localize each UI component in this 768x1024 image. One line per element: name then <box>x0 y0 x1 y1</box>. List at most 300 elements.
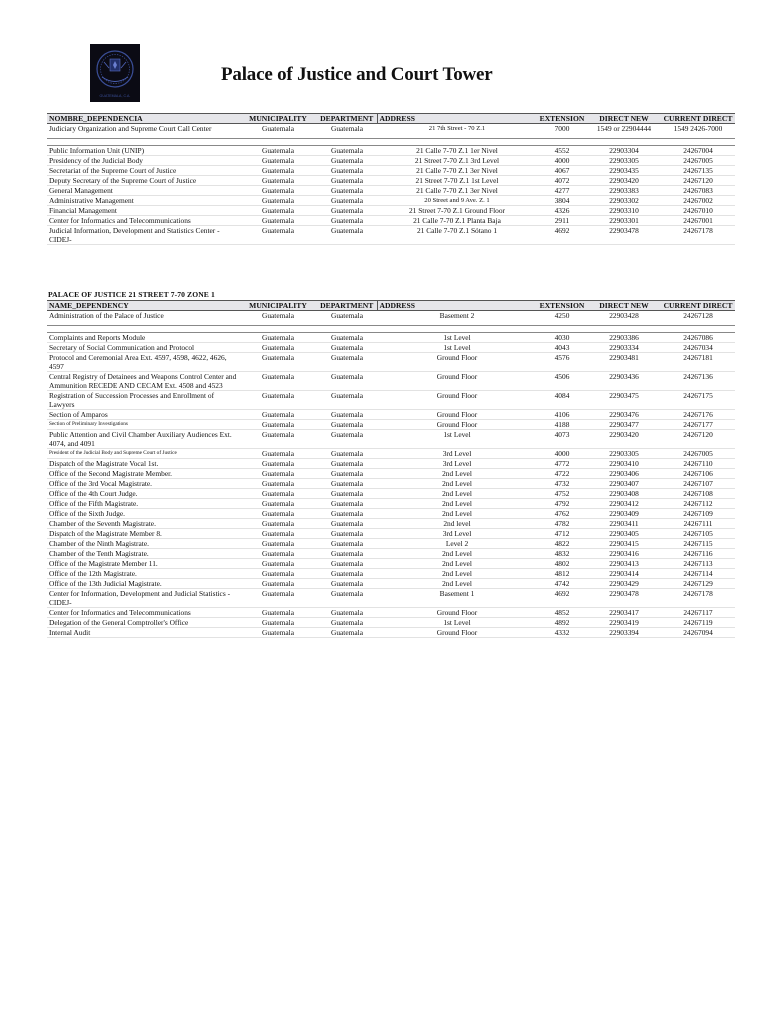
dependency-name-cell: Secretariat of the Supreme Court of Justice <box>47 166 239 176</box>
municipality-cell: Guatemala <box>239 166 317 176</box>
current-direct-cell: 24267034 <box>661 343 735 353</box>
extension-cell: 4326 <box>537 206 587 216</box>
table-row <box>47 146 735 156</box>
address-cell: Ground Floor <box>377 628 537 638</box>
svg-text:GUATEMALA, C.A.: GUATEMALA, C.A. <box>99 94 131 98</box>
municipality-cell: Guatemala <box>239 559 317 569</box>
table-row <box>47 176 735 186</box>
municipality-cell: Guatemala <box>239 469 317 479</box>
extension-cell: 4692 <box>537 226 587 245</box>
column-header-municipality: MUNICIPALITY <box>239 114 317 124</box>
current-direct-cell: 24267120 <box>661 176 735 186</box>
department-cell: Guatemala <box>317 469 377 479</box>
address-cell: Ground Floor <box>377 420 537 430</box>
extension-cell: 4506 <box>537 372 587 391</box>
dependency-name-cell: Presidency of the Judicial Body <box>47 156 239 166</box>
judiciary-seal-logo <box>90 44 140 102</box>
department-cell: Guatemala <box>317 559 377 569</box>
extension-cell: 4762 <box>537 509 587 519</box>
department-cell: Guatemala <box>317 410 377 420</box>
address-cell: 2nd Level <box>377 569 537 579</box>
dependency-name-cell: Center for Informatics and Telecommunications <box>47 216 239 226</box>
municipality-cell: Guatemala <box>239 499 317 509</box>
current-direct-cell: 24267135 <box>661 166 735 176</box>
section2-directory-table <box>47 300 735 638</box>
column-header-current-direct: CURRENT DIRECT <box>661 114 735 124</box>
department-cell: Guatemala <box>317 166 377 176</box>
direct-new-cell: 22903413 <box>587 559 661 569</box>
direct-new-cell: 22903334 <box>587 343 661 353</box>
direct-new-cell: 22903414 <box>587 569 661 579</box>
address-cell: 21 Street 7-70 Z.1 Ground Floor <box>377 206 537 216</box>
municipality-cell: Guatemala <box>239 549 317 559</box>
direct-new-cell: 22903406 <box>587 469 661 479</box>
address-cell: 21 Calle 7-70 Z.1 Planta Baja <box>377 216 537 226</box>
table-row <box>47 509 735 519</box>
department-cell: Guatemala <box>317 124 377 139</box>
department-cell: Guatemala <box>317 618 377 628</box>
address-cell: Ground Floor <box>377 410 537 420</box>
dependency-name-cell: Chamber of the Tenth Magistrate. <box>47 549 239 559</box>
extension-cell: 4072 <box>537 176 587 186</box>
department-cell: Guatemala <box>317 589 377 608</box>
table-row <box>47 618 735 628</box>
section-spacer-row <box>47 326 735 333</box>
address-cell: 2nd Level <box>377 469 537 479</box>
dependency-name-cell: Internal Audit <box>47 628 239 638</box>
department-cell: Guatemala <box>317 489 377 499</box>
municipality-cell: Guatemala <box>239 579 317 589</box>
extension-cell: 4067 <box>537 166 587 176</box>
extension-cell: 4030 <box>537 333 587 343</box>
column-header-department: DEPARTMENT <box>317 114 377 124</box>
municipality-cell: Guatemala <box>239 589 317 608</box>
address-cell: 1st Level <box>377 333 537 343</box>
extension-cell: 4188 <box>537 420 587 430</box>
direct-new-cell: 22903420 <box>587 176 661 186</box>
current-direct-cell: 24267177 <box>661 420 735 430</box>
department-cell: Guatemala <box>317 146 377 156</box>
dependency-name-cell: Center for Information, Development and Judicial Statistics - CIDEJ- <box>47 589 239 608</box>
department-cell: Guatemala <box>317 628 377 638</box>
current-direct-cell: 24267114 <box>661 569 735 579</box>
table-row <box>47 559 735 569</box>
department-cell: Guatemala <box>317 499 377 509</box>
municipality-cell: Guatemala <box>239 519 317 529</box>
extension-cell: 4752 <box>537 489 587 499</box>
municipality-cell: Guatemala <box>239 479 317 489</box>
dependency-name-cell: Complaints and Reports Module <box>47 333 239 343</box>
table-row <box>47 449 735 459</box>
municipality-cell: Guatemala <box>239 156 317 166</box>
current-direct-cell: 24267119 <box>661 618 735 628</box>
department-cell: Guatemala <box>317 430 377 449</box>
address-cell: 2nd Level <box>377 559 537 569</box>
current-direct-cell: 24267178 <box>661 226 735 245</box>
table-row <box>47 459 735 469</box>
direct-new-cell: 22903475 <box>587 391 661 410</box>
column-header-current-direct: CURRENT DIRECT <box>661 301 735 311</box>
current-direct-cell: 24267110 <box>661 459 735 469</box>
address-cell: 20 Street and 9 Ave. Z. 1 <box>377 196 537 206</box>
dependency-name-cell: Administrative Management <box>47 196 239 206</box>
municipality-cell: Guatemala <box>239 391 317 410</box>
address-cell: Ground Floor <box>377 372 537 391</box>
table-row <box>47 469 735 479</box>
dependency-name-cell: Judicial Information, Development and Statistics Center - CIDEJ- <box>47 226 239 245</box>
current-direct-cell: 24267005 <box>661 449 735 459</box>
address-cell: Basement 2 <box>377 311 537 326</box>
current-direct-cell: 24267175 <box>661 391 735 410</box>
dependency-name-cell: Financial Management <box>47 206 239 216</box>
department-cell: Guatemala <box>317 311 377 326</box>
current-direct-cell: 24267116 <box>661 549 735 559</box>
address-cell: 2nd Level <box>377 549 537 559</box>
current-direct-cell: 24267176 <box>661 410 735 420</box>
extension-cell: 4732 <box>537 479 587 489</box>
address-cell: Ground Floor <box>377 608 537 618</box>
page-title: Palace of Justice and Court Tower <box>221 64 493 85</box>
table-row <box>47 311 735 326</box>
table-row <box>47 206 735 216</box>
column-header-address: ADDRESS <box>377 114 537 124</box>
extension-cell: 4576 <box>537 353 587 372</box>
dependency-name-cell: General Management <box>47 186 239 196</box>
department-cell: Guatemala <box>317 176 377 186</box>
direct-new-cell: 22903436 <box>587 372 661 391</box>
section2-table-body <box>47 311 735 638</box>
direct-new-cell: 22903419 <box>587 618 661 628</box>
municipality-cell: Guatemala <box>239 608 317 618</box>
extension-cell: 4852 <box>537 608 587 618</box>
address-cell: Ground Floor <box>377 353 537 372</box>
direct-new-cell: 22903428 <box>587 311 661 326</box>
municipality-cell: Guatemala <box>239 509 317 519</box>
department-cell: Guatemala <box>317 608 377 618</box>
municipality-cell: Guatemala <box>239 539 317 549</box>
address-cell: 2nd Level <box>377 489 537 499</box>
dependency-name-cell: Central Registry of Detainees and Weapons Control Center and Ammunition RECEDE AND CECAM Ext. 4508 and 4523 <box>47 372 239 391</box>
extension-cell: 4000 <box>537 156 587 166</box>
section1-directory-table <box>47 113 735 245</box>
extension-cell: 4000 <box>537 449 587 459</box>
address-cell: 21 Calle 7-70 Z.1 3er Nivel <box>377 186 537 196</box>
current-direct-cell: 24267113 <box>661 559 735 569</box>
municipality-cell: Guatemala <box>239 489 317 499</box>
department-cell: Guatemala <box>317 196 377 206</box>
dependency-name-cell: Office of the Sixth Judge. <box>47 509 239 519</box>
extension-cell: 4106 <box>537 410 587 420</box>
department-cell: Guatemala <box>317 549 377 559</box>
address-cell: Level 2 <box>377 539 537 549</box>
table-row <box>47 156 735 166</box>
municipality-cell: Guatemala <box>239 176 317 186</box>
address-cell: Ground Floor <box>377 391 537 410</box>
direct-new-cell: 22903417 <box>587 608 661 618</box>
extension-cell: 4692 <box>537 589 587 608</box>
department-cell: Guatemala <box>317 459 377 469</box>
address-cell: 1st Level <box>377 343 537 353</box>
dependency-name-cell: Public Information Unit (UNIP) <box>47 146 239 156</box>
direct-new-cell: 22903477 <box>587 420 661 430</box>
extension-cell: 4250 <box>537 311 587 326</box>
extension-cell: 4772 <box>537 459 587 469</box>
direct-new-cell: 22903304 <box>587 146 661 156</box>
direct-new-cell: 22903310 <box>587 206 661 216</box>
direct-new-cell: 22903305 <box>587 449 661 459</box>
dependency-name-cell: Office of the 13th Judicial Magistrate. <box>47 579 239 589</box>
address-cell: 2nd Level <box>377 479 537 489</box>
dependency-name-cell: Dispatch of the Magistrate Member 8. <box>47 529 239 539</box>
extension-cell: 4332 <box>537 628 587 638</box>
column-header-direct-new: DIRECT NEW <box>587 301 661 311</box>
dependency-name-cell: Secretary of Social Communication and Protocol <box>47 343 239 353</box>
current-direct-cell: 1549 2426-7000 <box>661 124 735 139</box>
direct-new-cell: 22903405 <box>587 529 661 539</box>
table-row <box>47 529 735 539</box>
extension-cell: 4712 <box>537 529 587 539</box>
column-header-direct-new: DIRECT NEW <box>587 114 661 124</box>
direct-new-cell: 22903478 <box>587 226 661 245</box>
direct-new-cell: 22903435 <box>587 166 661 176</box>
table-row <box>47 226 735 245</box>
table-row <box>47 579 735 589</box>
dependency-name-cell: Judiciary Organization and Supreme Court Call Center <box>47 124 239 139</box>
direct-new-cell: 22903481 <box>587 353 661 372</box>
direct-new-cell: 22903411 <box>587 519 661 529</box>
current-direct-cell: 24267111 <box>661 519 735 529</box>
dependency-name-cell: Office of the Second Magistrate Member. <box>47 469 239 479</box>
department-cell: Guatemala <box>317 206 377 216</box>
direct-new-cell: 22903407 <box>587 479 661 489</box>
column-header-municipality: MUNICIPALITY <box>239 301 317 311</box>
current-direct-cell: 24267136 <box>661 372 735 391</box>
municipality-cell: Guatemala <box>239 333 317 343</box>
direct-new-cell: 22903305 <box>587 156 661 166</box>
municipality-cell: Guatemala <box>239 430 317 449</box>
department-cell: Guatemala <box>317 529 377 539</box>
direct-new-cell: 22903386 <box>587 333 661 343</box>
table-row <box>47 333 735 343</box>
table-row <box>47 186 735 196</box>
direct-new-cell: 22903383 <box>587 186 661 196</box>
municipality-cell: Guatemala <box>239 529 317 539</box>
department-cell: Guatemala <box>317 539 377 549</box>
section1-table-body <box>47 124 735 245</box>
current-direct-cell: 24267005 <box>661 156 735 166</box>
current-direct-cell: 24267109 <box>661 509 735 519</box>
table-row <box>47 216 735 226</box>
current-direct-cell: 24267129 <box>661 579 735 589</box>
dependency-name-cell: Public Attention and Civil Chamber Auxiliary Audiences Ext. 4074, and 4091 <box>47 430 239 449</box>
column-header-name: NAME_DEPENDENCY <box>47 301 239 311</box>
address-cell: 21 Calle 7-70 Z.1 Sótano 1 <box>377 226 537 245</box>
department-cell: Guatemala <box>317 479 377 489</box>
extension-cell: 4742 <box>537 579 587 589</box>
address-cell: 21 Calle 7-70 Z.1 3er Nivel <box>377 166 537 176</box>
table-row <box>47 166 735 176</box>
municipality-cell: Guatemala <box>239 124 317 139</box>
municipality-cell: Guatemala <box>239 216 317 226</box>
department-cell: Guatemala <box>317 372 377 391</box>
table-row <box>47 410 735 420</box>
extension-cell: 4277 <box>537 186 587 196</box>
department-cell: Guatemala <box>317 569 377 579</box>
department-cell: Guatemala <box>317 156 377 166</box>
direct-new-cell: 1549 or 22904444 <box>587 124 661 139</box>
extension-cell: 4832 <box>537 549 587 559</box>
direct-new-cell: 22903478 <box>587 589 661 608</box>
current-direct-cell: 24267108 <box>661 489 735 499</box>
current-direct-cell: 24267094 <box>661 628 735 638</box>
dependency-name-cell: Office of the Magistrate Member 11. <box>47 559 239 569</box>
department-cell: Guatemala <box>317 579 377 589</box>
current-direct-cell: 24267002 <box>661 196 735 206</box>
department-cell: Guatemala <box>317 449 377 459</box>
current-direct-cell: 24267107 <box>661 479 735 489</box>
address-cell: 2nd Level <box>377 509 537 519</box>
address-cell: 1st Level <box>377 618 537 628</box>
table-row <box>47 499 735 509</box>
extension-cell: 4892 <box>537 618 587 628</box>
table-row <box>47 391 735 410</box>
municipality-cell: Guatemala <box>239 206 317 216</box>
column-header-address: ADDRESS <box>377 301 537 311</box>
address-cell: 3rd Level <box>377 529 537 539</box>
direct-new-cell: 22903394 <box>587 628 661 638</box>
direct-new-cell: 22903412 <box>587 499 661 509</box>
table-row <box>47 608 735 618</box>
extension-cell: 4043 <box>537 343 587 353</box>
current-direct-cell: 24267004 <box>661 146 735 156</box>
current-direct-cell: 24267083 <box>661 186 735 196</box>
municipality-cell: Guatemala <box>239 449 317 459</box>
table-row <box>47 343 735 353</box>
direct-new-cell: 22903302 <box>587 196 661 206</box>
current-direct-cell: 24267115 <box>661 539 735 549</box>
extension-cell: 4782 <box>537 519 587 529</box>
current-direct-cell: 24267120 <box>661 430 735 449</box>
municipality-cell: Guatemala <box>239 372 317 391</box>
section1-header-row <box>47 114 735 124</box>
extension-cell: 4812 <box>537 569 587 579</box>
table-row <box>47 124 735 139</box>
municipality-cell: Guatemala <box>239 226 317 245</box>
table-row <box>47 519 735 529</box>
extension-cell: 4552 <box>537 146 587 156</box>
extension-cell: 4822 <box>537 539 587 549</box>
dependency-name-cell: Chamber of the Seventh Magistrate. <box>47 519 239 529</box>
extension-cell: 4084 <box>537 391 587 410</box>
address-cell: 2nd Level <box>377 579 537 589</box>
municipality-cell: Guatemala <box>239 311 317 326</box>
department-cell: Guatemala <box>317 343 377 353</box>
current-direct-cell: 24267181 <box>661 353 735 372</box>
dependency-name-cell: Section of Preliminary Investigations <box>47 420 239 430</box>
current-direct-cell: 24267010 <box>661 206 735 216</box>
municipality-cell: Guatemala <box>239 420 317 430</box>
dependency-name-cell: Dispatch of the Magistrate Vocal 1st. <box>47 459 239 469</box>
department-cell: Guatemala <box>317 333 377 343</box>
department-cell: Guatemala <box>317 420 377 430</box>
municipality-cell: Guatemala <box>239 196 317 206</box>
dependency-name-cell: Delegation of the General Comptroller's Office <box>47 618 239 628</box>
table-row <box>47 628 735 638</box>
section2-header-row <box>47 301 735 311</box>
current-direct-cell: 24267001 <box>661 216 735 226</box>
municipality-cell: Guatemala <box>239 146 317 156</box>
address-cell: 2nd Level <box>377 499 537 509</box>
dependency-name-cell: Administration of the Palace of Justice <box>47 311 239 326</box>
dependency-name-cell: Center for Informatics and Telecommunications <box>47 608 239 618</box>
table-row <box>47 589 735 608</box>
department-cell: Guatemala <box>317 353 377 372</box>
direct-new-cell: 22903416 <box>587 549 661 559</box>
dependency-name-cell: Protocol and Ceremonial Area Ext. 4597, 4598, 4622, 4626, 4597 <box>47 353 239 372</box>
dependency-name-cell: Chamber of the Ninth Magistrate. <box>47 539 239 549</box>
extension-cell: 7000 <box>537 124 587 139</box>
direct-new-cell: 22903408 <box>587 489 661 499</box>
extension-cell: 3804 <box>537 196 587 206</box>
department-cell: Guatemala <box>317 509 377 519</box>
current-direct-cell: 24267086 <box>661 333 735 343</box>
extension-cell: 4802 <box>537 559 587 569</box>
current-direct-cell: 24267105 <box>661 529 735 539</box>
municipality-cell: Guatemala <box>239 186 317 196</box>
column-header-extension: EXTENSION <box>537 301 587 311</box>
direct-new-cell: 22903410 <box>587 459 661 469</box>
municipality-cell: Guatemala <box>239 353 317 372</box>
direct-new-cell: 22903476 <box>587 410 661 420</box>
extension-cell: 2911 <box>537 216 587 226</box>
table-row <box>47 430 735 449</box>
spacer-cell <box>47 139 735 146</box>
municipality-cell: Guatemala <box>239 410 317 420</box>
dependency-name-cell: President of the Judicial Body and Supreme Court of Justice <box>47 449 239 459</box>
current-direct-cell: 24267112 <box>661 499 735 509</box>
dependency-name-cell: Deputy Secretary of the Supreme Court of Justice <box>47 176 239 186</box>
municipality-cell: Guatemala <box>239 628 317 638</box>
direct-new-cell: 22903415 <box>587 539 661 549</box>
dependency-name-cell: Registration of Succession Processes and Enrollment of Lawyers <box>47 391 239 410</box>
address-cell: 21 Street 7-70 Z.1 3rd Level <box>377 156 537 166</box>
department-cell: Guatemala <box>317 186 377 196</box>
table-row <box>47 489 735 499</box>
table-row <box>47 479 735 489</box>
address-cell: 21 Street 7-70 Z.1 1st Level <box>377 176 537 186</box>
department-cell: Guatemala <box>317 519 377 529</box>
direct-new-cell: 22903420 <box>587 430 661 449</box>
address-cell: 21 7th Street - 70 Z.1 <box>377 124 537 139</box>
current-direct-cell: 24267178 <box>661 589 735 608</box>
table-row <box>47 420 735 430</box>
extension-cell: 4073 <box>537 430 587 449</box>
table-row <box>47 569 735 579</box>
current-direct-cell: 24267117 <box>661 608 735 618</box>
dependency-name-cell: Office of the 4th Court Judge. <box>47 489 239 499</box>
dependency-name-cell: Office of the 12th Magistrate. <box>47 569 239 579</box>
extension-cell: 4792 <box>537 499 587 509</box>
section-spacer-row <box>47 139 735 146</box>
dependency-name-cell: Office of the 3rd Vocal Magistrate. <box>47 479 239 489</box>
municipality-cell: Guatemala <box>239 343 317 353</box>
direct-new-cell: 22903301 <box>587 216 661 226</box>
extension-cell: 4722 <box>537 469 587 479</box>
column-header-name: NOMBRE_DEPENDENCIA <box>47 114 239 124</box>
column-header-department: DEPARTMENT <box>317 301 377 311</box>
table-row <box>47 549 735 559</box>
municipality-cell: Guatemala <box>239 569 317 579</box>
